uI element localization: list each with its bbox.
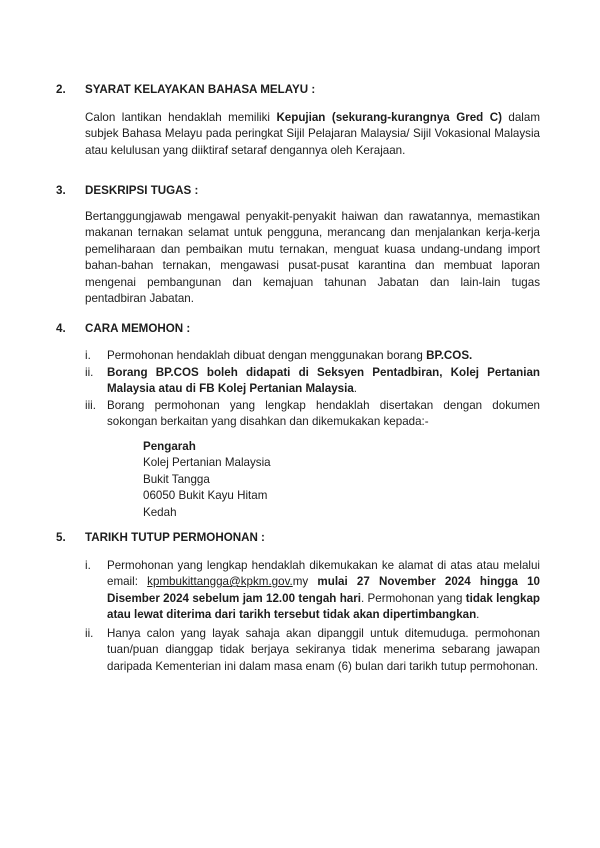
text-run: Calon lantikan hendaklah memiliki	[85, 110, 277, 124]
address-line	[143, 488, 540, 505]
section-number: 3.	[56, 184, 66, 197]
text-run: Bukit Tangga	[143, 472, 210, 486]
text-run: Kedah	[143, 505, 177, 519]
address-line	[143, 472, 540, 489]
text-run: Kolej Pertanian Malaysia	[143, 456, 271, 469]
address-line	[143, 505, 540, 522]
text-run: tidak lengkap atau lewat diterima dari tarikh tersebut tidak akan dipertimbangkan	[107, 591, 540, 621]
list-marker: i.	[85, 349, 91, 362]
list-item	[85, 398, 540, 431]
text-run: mulai 27 November 2024 hingga 10 Disember 2024 sebelum jam 12.00 tengah hari	[107, 575, 540, 605]
section-cara-memohon	[56, 321, 540, 522]
text-run: Permohonan yang lengkap hendaklah dikemukakan ke alamat di atas atau melalui email:	[107, 558, 540, 588]
section-title: DESKRIPSI TUGAS :	[85, 184, 199, 197]
text-run: . Permohonan yang	[360, 591, 466, 605]
address-line	[143, 455, 540, 472]
section-heading-row	[56, 530, 540, 547]
list-item-text	[107, 365, 540, 398]
text-run: my	[292, 575, 318, 588]
section-title: TARIKH TUTUP PERMOHONAN :	[85, 531, 265, 544]
list-marker: ii.	[85, 365, 94, 379]
text-run: Permohonan hendaklah dibuat dengan menggunakan borang	[107, 349, 427, 362]
section-paragraph	[85, 110, 540, 160]
address-block	[143, 439, 540, 522]
roman-list	[85, 348, 540, 431]
section-heading-row	[56, 321, 540, 338]
text-run: Hanya calon yang layak sahaja akan dipanggil untuk ditemuduga. permohonan tuan/puan dianggap tidak berjaya sekiranya tidak menerima sebarang jawapan daripada Kementerian ini dalam masa enam (6) bulan dari tarikh tutup permohonan.	[107, 626, 540, 673]
text-run: Borang permohonan yang lengkap hendaklah disertakan dengan dokumen sokongan berkaitan yang disahkan dan dikemukakan kepada:-	[107, 398, 540, 428]
section-heading-row	[56, 82, 540, 99]
text-run: dalam subjek Bahasa Melayu pada peringkat Sijil Pelajaran Malaysia/ Sijil Vokasional Malaysia atau kelulusan yang diiktiraf setaraf dengannya oleh Kerajaan.	[85, 110, 540, 157]
text-run: .	[353, 382, 358, 395]
section-paragraph	[85, 209, 540, 308]
section-number: 4.	[56, 321, 66, 335]
address-line	[143, 439, 540, 456]
list-marker: i.	[85, 558, 91, 572]
section-tarikh-tutup-permohonan	[56, 530, 540, 675]
text-run: Bertanggungjawab mengawal penyakit-penyakit haiwan dan rawatannya, memastikan makanan ternakan selamat untuk pengguna, merancang dan menjalankan kerja-kerja pemeliharaan dan pembaikan mutu ternakan, menguat kuasa undang-undang import bahan-bahan ternakan, mengawasi pusat-pusat karantina dan membuat laporan mengenai pembangunan dan kemajuan tahunan Jabatan dan lain-lain tugas pentadbiran Jabatan.	[85, 209, 540, 305]
text-run: .	[476, 608, 480, 621]
list-item	[85, 348, 540, 365]
email-link: kpmbukittangga@kpkm.gov.	[147, 575, 293, 588]
text-run: Borang BP.COS boleh didapati di Seksyen Pentadbiran, Kolej Pertanian Malaysia atau di FB Kolej Pertanian Malaysia	[107, 365, 540, 395]
list-item-text	[107, 398, 540, 431]
list-item	[85, 558, 540, 624]
section-title: SYARAT KELAYAKAN BAHASA MELAYU :	[85, 83, 316, 96]
section-deskripsi-tugas	[56, 183, 540, 308]
list-marker: iii.	[85, 398, 96, 412]
section-number: 2.	[56, 83, 66, 96]
list-item-text	[107, 558, 540, 624]
list-item-text	[107, 348, 540, 365]
text-run: 06050 Bukit Kayu Hitam	[143, 489, 268, 502]
text-run: Kepujian (sekurang-kurangnya Gred C)	[276, 110, 502, 124]
list-item-text	[107, 626, 540, 676]
roman-list	[85, 558, 540, 676]
list-item	[85, 626, 540, 676]
list-marker: ii.	[85, 626, 94, 640]
list-item	[85, 365, 540, 398]
section-title: CARA MEMOHON :	[85, 321, 191, 335]
section-number: 5.	[56, 531, 66, 544]
section-syarat-kelayakan-bahasa-melayu	[56, 82, 540, 159]
section-heading-row	[56, 183, 540, 200]
text-run: Pengarah	[143, 439, 196, 453]
text-run: BP.COS.	[426, 349, 473, 362]
